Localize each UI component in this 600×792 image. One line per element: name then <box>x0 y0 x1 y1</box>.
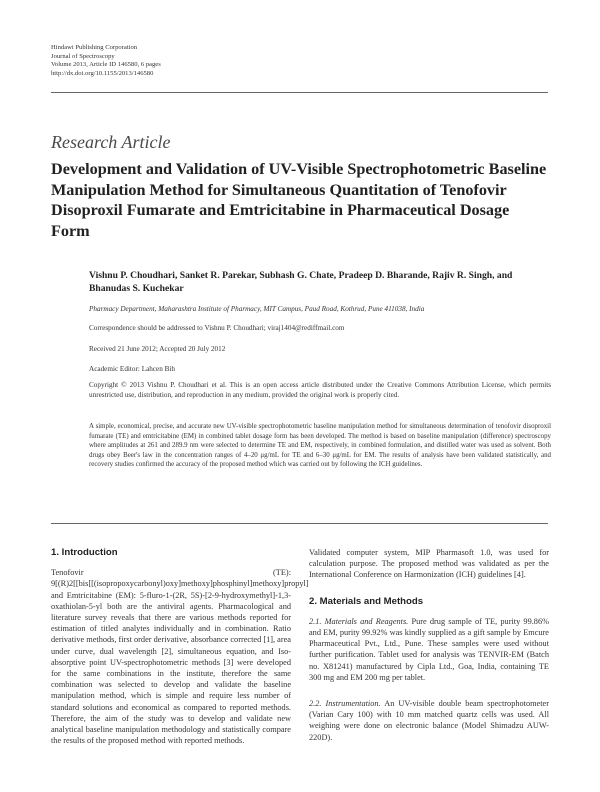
journal-header <box>51 44 161 78</box>
correspondence: Correspondence should be addressed to Vishnu P. Choudhari; viraj1404@rediffmail.com <box>89 324 345 332</box>
introduction-heading: 1. Introduction <box>51 547 118 558</box>
affiliation: Pharmacy Department, Maharashtra Institute of Pharmacy, MIT Campus, Paud Road, Kothrud, Pune 411038, India <box>89 305 425 313</box>
journal-name: Journal of Spectroscopy <box>51 52 115 60</box>
validation-paragraph: Validated computer system, MIP Pharmasoft 1.0, was used for calculation purpose. The proposed method was validated as per the International Conference on Harmonization (ICH) guidelines [4]. <box>309 548 549 580</box>
volume-info: Volume 2013, Article ID 146580, 6 pages <box>51 61 161 69</box>
doi-link[interactable]: http://dx.doi.org/10.1155/2013/146580 <box>51 69 154 77</box>
copyright-notice: Copyright © 2013 Vishnu P. Choudhari et al. This is an open access article distributed under the Creative Commons Attribution License, which permits unrestricted use, distribution, and reproduction in any medium, provided the original work is properly cited. <box>89 381 551 399</box>
publisher: Hindawi Publishing Corporation <box>51 44 138 51</box>
instrumentation-subheading: 2.2. Instrumentation. <box>309 699 381 709</box>
right-column <box>309 547 549 752</box>
paper-title: Development and Validation of UV-Visible Spectrophotometric Baseline Manipulation Method for Simultaneous Quantitation of Tenofovir Disoproxil Fumarate and Emtricitabine in Pharmaceutical Dosage Form <box>51 160 547 240</box>
received-dates: Received 21 June 2012; Accepted 20 July 2012 <box>89 345 226 353</box>
left-column <box>51 547 309 755</box>
materials-paragraph <box>309 616 549 683</box>
academic-editor: Academic Editor: Lahcen Bih <box>89 365 176 373</box>
materials-text: Pure drug sample of TE, purity 99.86% and EM, purity 99.92% was kindly supplied as a gift sample by Emcure Pharmaceutical Pvt., Ltd., Pune. These samples were used without further purification. Tablet used for analysis was TENVIR-EM (Batch no. X81241) manufactured by Cipla Ltd., Goa, India, containing TE 300 mg and EM 200 mg per tablet. <box>309 616 550 682</box>
authors: Vishnu P. Choudhari, Sanket R. Parekar, Subhash G. Chate, Pradeep D. Bharande, Rajiv R. Singh, and Bhanudas S. Kuchekar <box>89 270 513 295</box>
abstract-divider <box>51 523 548 524</box>
article-type: Research Article <box>51 132 171 152</box>
methods-heading: 2. Materials and Methods <box>309 595 424 607</box>
introduction-paragraph: Tenofovir (TE): 9[(R)2[[bis[[(isopropoxycarbonyl)oxy]methoxy]phosphinyl]methoxy]propyl] and Emtricitabine (EM): 5-fluro-1-(2R, 5S)-[2-9-hydroxymethyl]-1,3-oxathiolan-5-yl both are the antiviral agents. Pharmacological and literature survey reveals that there are various methods reported for estimation of titled analytes individually and in combination. Ratio derivative methods, first order derivative, absorbance corrected [1], area under curve, dual wavelength [2], simultaneous equation, and Iso-absorptive point UV-spectrophotometric methods [3] were developed for the same combinations in the institute, therefore the same combination was selected to develop and validate the baseline manipulation method, which is simple and require less number of standard solutions and economical as compared to reported methods. Therefore, the aim of the study was to develop and validate new analytical baseline manipulation methodology and statistically compare the results of the proposed method with reported methods. <box>51 568 309 746</box>
instrumentation-text: An UV-visible double beam spectrophotometer (Varian Cary 100) with 10 mm matched quartz cells was used. All weighing were done on electronic balance (Model Shimadzu AUW-220D). <box>309 699 549 742</box>
header-divider <box>51 92 548 93</box>
abstract: A simple, economical, precise, and accurate new UV-visible spectrophotometric baseline manipulation method for simultaneous determination of tenofovir disoproxil fumarate (TE) and emtricitabine (EM) in combined tablet dosage form has been developed. The method is based on baseline manipulation (difference) spectroscopy where amplitudes at 261 and 289.9 nm were selected to determine TE and EM, respectively, in combined formulation, and distilled water was used as solvent. Both drugs obey Beer's law in the concentration ranges of 4–20 μg/mL for TE and 6–30 μg/mL for EM. The results of analysis have been validated statistically, and recovery studies confirmed the accuracy of the proposed method which was carried out by following the ICH guidelines. <box>89 423 551 469</box>
materials-subheading: 2.1. Materials and Reagents. <box>309 616 409 626</box>
instrumentation-paragraph <box>309 698 549 743</box>
